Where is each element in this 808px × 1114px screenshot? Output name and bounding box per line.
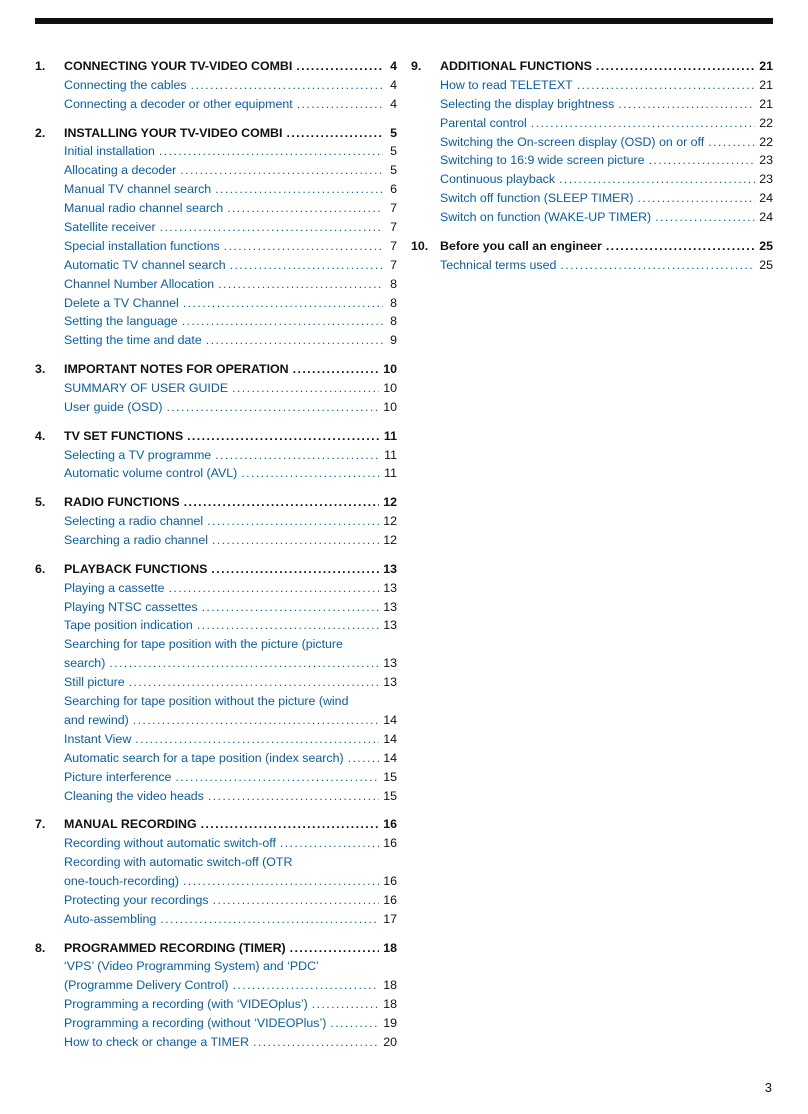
entry-page: 14 — [383, 712, 397, 727]
dot-leader — [253, 1033, 379, 1052]
dot-leader — [606, 237, 755, 256]
entry-page: 13 — [383, 618, 397, 633]
entry-title-line: ‘VPS’ (Video Programming System) and ‘PDC’ — [64, 959, 319, 974]
toc-entry[interactable] — [35, 294, 397, 313]
entry-title: Allocating a decoder — [64, 163, 177, 178]
toc-entry-first-line[interactable] — [35, 692, 397, 711]
dot-leader — [596, 57, 755, 76]
toc-entry[interactable] — [35, 312, 397, 331]
entry-page: 12 — [383, 514, 397, 529]
section-title: Before you call an engineer — [440, 238, 602, 253]
dot-leader — [133, 711, 379, 730]
entry-title: Playing NTSC cassettes — [64, 599, 198, 614]
toc-entry[interactable] — [35, 199, 397, 218]
entry-title: Connecting the cables — [64, 77, 187, 92]
toc-section-heading[interactable] — [35, 124, 397, 143]
toc-section — [411, 237, 773, 275]
section-number: 7. — [35, 817, 46, 832]
entry-page: 5 — [390, 163, 397, 178]
toc-entry[interactable] — [35, 76, 397, 95]
toc-right-column — [411, 57, 773, 285]
dot-leader — [330, 1014, 379, 1033]
toc-entry[interactable] — [411, 208, 773, 227]
toc-entry-first-line[interactable] — [35, 957, 397, 976]
toc-entry[interactable] — [35, 142, 397, 161]
toc-section — [35, 124, 397, 351]
dot-leader — [129, 673, 380, 692]
dot-leader — [211, 560, 379, 579]
entry-page: 6 — [390, 182, 397, 197]
section-page: 12 — [383, 495, 397, 510]
dot-leader — [175, 768, 379, 787]
dot-leader — [212, 531, 379, 550]
entry-page: 11 — [384, 466, 397, 481]
entry-title: Still picture — [64, 675, 125, 690]
entry-page: 12 — [383, 533, 397, 548]
entry-page: 23 — [759, 153, 773, 168]
entry-title: Searching a radio channel — [64, 533, 208, 548]
toc-entry[interactable] — [35, 579, 397, 598]
dot-leader — [655, 208, 755, 227]
section-page: 4 — [390, 58, 397, 73]
entry-title: Switch on function (WAKE-UP TIMER) — [440, 210, 652, 225]
entry-page: 21 — [759, 96, 773, 111]
toc-entry-first-line[interactable] — [35, 635, 397, 654]
toc-entry[interactable] — [35, 834, 397, 853]
dot-leader — [618, 95, 755, 114]
section-title: ADDITIONAL FUNCTIONS — [440, 58, 592, 73]
entry-page: 13 — [383, 656, 397, 671]
toc-entry[interactable] — [411, 151, 773, 170]
toc-entry[interactable] — [35, 180, 397, 199]
toc-entry[interactable] — [35, 768, 397, 787]
toc-entry[interactable] — [35, 654, 397, 673]
entry-title: Auto-assembling — [64, 911, 157, 926]
toc-entry[interactable] — [35, 218, 397, 237]
entry-page: 8 — [390, 314, 397, 329]
dot-leader — [649, 151, 756, 170]
section-title: TV SET FUNCTIONS — [64, 428, 184, 443]
entry-page: 21 — [759, 77, 773, 92]
entry-title: Instant View — [64, 731, 132, 746]
toc-section — [35, 493, 397, 550]
entry-title: Tape position indication — [64, 618, 193, 633]
entry-title: Initial installation — [64, 144, 155, 159]
entry-title: Parental control — [440, 115, 527, 130]
dot-leader — [348, 749, 380, 768]
dot-leader — [577, 76, 756, 95]
dot-leader — [166, 398, 379, 417]
toc-section-heading[interactable] — [411, 57, 773, 76]
section-page: 16 — [383, 817, 397, 832]
dot-leader — [213, 891, 380, 910]
dot-leader — [215, 180, 383, 199]
section-title: RADIO FUNCTIONS — [64, 495, 180, 510]
section-number: 8. — [35, 940, 46, 955]
section-number: 10. — [411, 238, 429, 253]
section-title: IMPORTANT NOTES FOR OPERATION — [64, 362, 289, 377]
entry-page: 9 — [390, 333, 397, 348]
dot-leader — [280, 834, 379, 853]
toc-entry[interactable] — [35, 379, 397, 398]
entry-page: 24 — [759, 191, 773, 206]
dot-leader — [184, 493, 380, 512]
section-page: 10 — [383, 362, 397, 377]
section-title: PLAYBACK FUNCTIONS — [64, 561, 208, 576]
toc-entry[interactable] — [35, 711, 397, 730]
toc-entry[interactable] — [35, 872, 397, 891]
section-page: 18 — [383, 940, 397, 955]
entry-title: How to read TELETEXT — [440, 77, 573, 92]
entry-title: Switching to 16:9 wide screen picture — [440, 153, 645, 168]
dot-leader — [183, 872, 379, 891]
toc-entry[interactable] — [411, 76, 773, 95]
section-title: INSTALLING YOUR TV-VIDEO COMBI — [64, 125, 283, 140]
dot-leader — [230, 256, 383, 275]
dot-leader — [187, 427, 380, 446]
toc-entry[interactable] — [35, 464, 397, 483]
section-number: 1. — [35, 58, 46, 73]
entry-page: 14 — [383, 750, 397, 765]
entry-title: Continuous playback — [440, 172, 556, 187]
entry-page: 4 — [390, 96, 397, 111]
entry-title: Picture interference — [64, 769, 172, 784]
entry-page: 25 — [759, 257, 773, 272]
entry-page: 13 — [383, 580, 397, 595]
entry-page: 20 — [383, 1034, 397, 1049]
entry-page: 11 — [384, 447, 397, 462]
toc-section — [35, 939, 397, 1052]
dot-leader — [296, 57, 383, 76]
entry-page: 19 — [383, 1016, 397, 1031]
entry-page: 8 — [390, 276, 397, 291]
toc-section-heading[interactable] — [35, 57, 397, 76]
dot-leader — [286, 124, 383, 143]
entry-title: Playing a cassette — [64, 580, 165, 595]
toc-section-heading[interactable] — [35, 427, 397, 446]
toc-section — [35, 57, 397, 114]
dot-leader — [560, 256, 755, 275]
toc-entry[interactable] — [411, 133, 773, 152]
page-number: 3 — [764, 1080, 772, 1095]
section-number: 3. — [35, 362, 46, 377]
entry-title: (Programme Delivery Control) — [64, 978, 229, 993]
section-number: 9. — [411, 58, 422, 73]
dot-leader — [227, 199, 383, 218]
dot-leader — [183, 294, 383, 313]
entry-page: 15 — [383, 769, 397, 784]
section-number: 6. — [35, 561, 46, 576]
toc-section-heading[interactable] — [35, 815, 397, 834]
entry-title: Programming a recording (with ‘VIDEOplus’) — [64, 997, 308, 1012]
entry-page: 22 — [759, 134, 773, 149]
toc-entry[interactable] — [35, 95, 397, 114]
dot-leader — [208, 787, 379, 806]
section-title: PROGRAMMED RECORDING (TIMER) — [64, 940, 286, 955]
dot-leader — [531, 114, 755, 133]
toc-entry[interactable] — [35, 995, 397, 1014]
entry-title: How to check or change a TIMER — [64, 1034, 250, 1049]
dot-leader — [293, 360, 380, 379]
dot-leader — [202, 598, 380, 617]
toc-entry[interactable] — [411, 189, 773, 208]
entry-title: one-touch-recording) — [64, 873, 180, 888]
entry-page: 16 — [383, 836, 397, 851]
toc-entry[interactable] — [35, 910, 397, 929]
section-page: 25 — [759, 238, 773, 253]
toc-section — [35, 560, 397, 806]
entry-title: Technical terms used — [440, 257, 557, 272]
entry-page: 18 — [383, 978, 397, 993]
dot-leader — [160, 218, 383, 237]
entry-title: Connecting a decoder or other equipment — [64, 96, 293, 111]
dot-leader — [233, 976, 380, 995]
entry-title-line: Searching for tape position with the picture (picture — [64, 637, 343, 652]
dot-leader — [215, 446, 380, 465]
dot-leader — [135, 730, 379, 749]
entry-title: Recording without automatic switch-off — [64, 836, 276, 851]
dot-leader — [182, 312, 383, 331]
top-rule — [35, 18, 773, 24]
entry-title: Cleaning the video heads — [64, 788, 204, 803]
entry-page: 8 — [390, 295, 397, 310]
entry-page: 16 — [383, 873, 397, 888]
dot-leader — [218, 275, 383, 294]
dot-leader — [159, 142, 383, 161]
entry-title: Selecting the display brightness — [440, 96, 615, 111]
dot-leader — [638, 189, 756, 208]
entry-page: 10 — [383, 381, 397, 396]
dot-leader — [191, 76, 383, 95]
toc-entry[interactable] — [411, 170, 773, 189]
section-number: 5. — [35, 495, 46, 510]
toc-entry[interactable] — [35, 161, 397, 180]
toc-section — [35, 427, 397, 484]
dot-leader — [109, 654, 379, 673]
entry-title: Satellite receiver — [64, 220, 156, 234]
section-number: 4. — [35, 428, 46, 443]
dot-leader — [201, 815, 380, 834]
dot-leader — [297, 95, 383, 114]
entry-page: 7 — [390, 220, 397, 234]
entry-page: 22 — [759, 115, 773, 130]
entry-title: Selecting a radio channel — [64, 514, 204, 529]
entry-page: 24 — [759, 210, 773, 225]
toc-entry[interactable] — [35, 730, 397, 749]
section-number: 2. — [35, 125, 46, 140]
entry-title: Manual radio channel search — [64, 201, 224, 216]
dot-leader — [559, 170, 755, 189]
entry-title: Selecting a TV programme — [64, 447, 212, 462]
entry-title: SUMMARY OF USER GUIDE — [64, 381, 229, 396]
entry-title: Channel Number Allocation — [64, 276, 215, 291]
toc-section-heading[interactable] — [35, 493, 397, 512]
toc-section — [35, 815, 397, 928]
toc-left-column — [35, 57, 397, 1062]
toc-section-heading[interactable] — [35, 560, 397, 579]
toc-entry[interactable] — [35, 237, 397, 256]
entry-title: Setting the language — [64, 314, 178, 329]
dot-leader — [241, 464, 380, 483]
section-page: 13 — [383, 561, 397, 576]
toc-entry[interactable] — [35, 256, 397, 275]
toc-entry[interactable] — [35, 617, 397, 636]
dot-leader — [207, 512, 379, 531]
toc-section-heading[interactable] — [35, 939, 397, 958]
dot-leader — [224, 237, 383, 256]
dot-leader — [169, 579, 380, 598]
entry-page: 13 — [383, 599, 397, 614]
toc-entry[interactable] — [35, 787, 397, 806]
dot-leader — [197, 616, 379, 635]
toc-entry[interactable] — [411, 95, 773, 114]
section-page: 11 — [383, 428, 397, 443]
entry-title: Switch off function (SLEEP TIMER) — [440, 191, 634, 206]
dot-leader — [708, 133, 755, 152]
entry-title-line: Searching for tape position without the picture (wind — [64, 694, 349, 709]
toc-entry[interactable] — [35, 673, 397, 692]
entry-title: Manual TV channel search — [64, 182, 212, 197]
entry-page: 16 — [383, 892, 397, 907]
dot-leader — [312, 995, 379, 1014]
entry-page: 7 — [390, 257, 397, 272]
toc-entry[interactable] — [35, 531, 397, 550]
entry-page: 5 — [390, 144, 397, 159]
toc-entry[interactable] — [35, 1014, 397, 1033]
dot-leader — [180, 161, 383, 180]
toc-entry[interactable] — [35, 398, 397, 417]
toc-entry[interactable] — [35, 891, 397, 910]
entry-title: Automatic search for a tape position (index search) — [64, 750, 344, 765]
toc-section-heading[interactable] — [411, 237, 773, 256]
dot-leader — [232, 379, 379, 398]
entry-title: Setting the time and date — [64, 333, 202, 348]
entry-title: and rewind) — [64, 712, 129, 727]
entry-title-line: Recording with automatic switch-off (OTR — [64, 855, 293, 870]
section-title: CONNECTING YOUR TV-VIDEO COMBI — [64, 58, 293, 73]
toc-section — [411, 57, 773, 227]
toc-entry[interactable] — [35, 446, 397, 465]
section-page: 21 — [759, 58, 773, 73]
toc-entry[interactable] — [35, 1033, 397, 1052]
entry-title: search) — [64, 656, 106, 671]
dot-leader — [160, 910, 379, 929]
entry-page: 10 — [383, 399, 397, 414]
entry-page: 14 — [383, 731, 397, 746]
entry-title: User guide (OSD) — [64, 399, 163, 414]
toc-entry[interactable] — [35, 512, 397, 531]
toc-entry[interactable] — [35, 331, 397, 350]
entry-title: Automatic TV channel search — [64, 257, 226, 272]
entry-title: Switching the On-screen display (OSD) on or off — [440, 134, 705, 149]
entry-title: Delete a TV Channel — [64, 295, 179, 310]
toc-section-heading[interactable] — [35, 360, 397, 379]
entry-page: 18 — [383, 997, 397, 1012]
entry-title: Automatic volume control (AVL) — [64, 466, 238, 481]
toc-entry[interactable] — [35, 749, 397, 768]
dot-leader — [206, 331, 383, 350]
entry-page: 7 — [390, 238, 397, 253]
entry-page: 4 — [390, 77, 397, 92]
toc-entry[interactable] — [35, 976, 397, 995]
dot-leader — [290, 939, 380, 958]
toc-section — [35, 360, 397, 417]
toc-entry[interactable] — [35, 598, 397, 617]
entry-page: 17 — [383, 911, 397, 926]
toc-entry[interactable] — [411, 114, 773, 133]
entry-page: 23 — [759, 172, 773, 187]
entry-page: 7 — [390, 201, 397, 216]
section-title: MANUAL RECORDING — [64, 817, 197, 832]
toc-entry-first-line[interactable] — [35, 853, 397, 872]
entry-page: 13 — [383, 675, 397, 690]
entry-title: Protecting your recordings — [64, 892, 209, 907]
section-page: 5 — [390, 125, 397, 140]
toc-entry[interactable] — [35, 275, 397, 294]
entry-page: 15 — [383, 788, 397, 803]
toc-entry[interactable] — [411, 256, 773, 275]
entry-title: Special installation functions — [64, 238, 220, 253]
entry-title: Programming a recording (without ‘VIDEOPlus’) — [64, 1016, 327, 1031]
